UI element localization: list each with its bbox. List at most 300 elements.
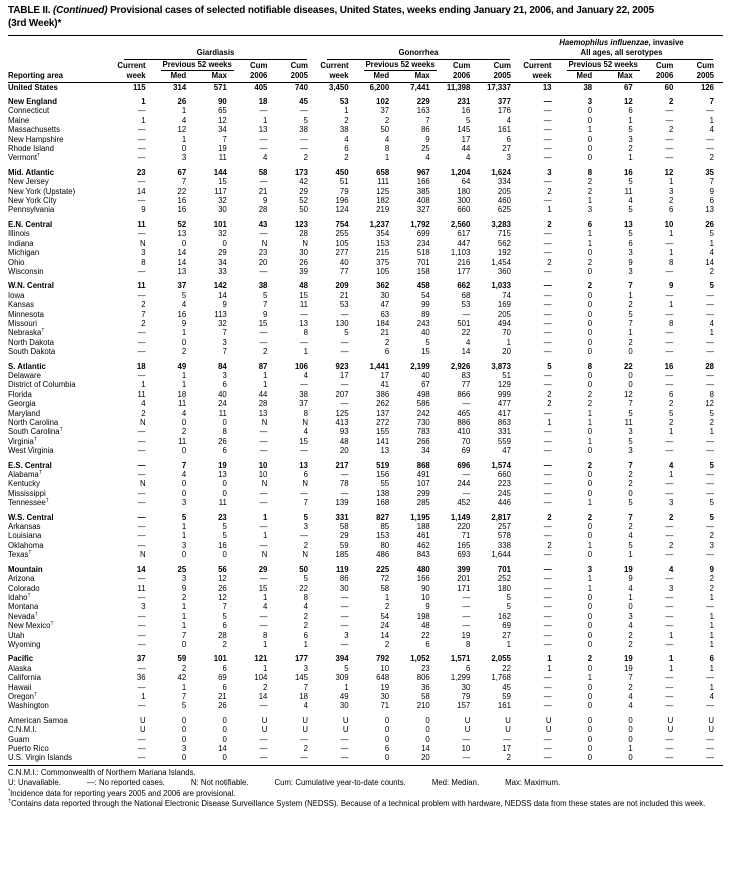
value-cell: — <box>543 408 552 418</box>
reporting-area-cell: Nebraska† <box>8 328 45 338</box>
value-cell: 18 <box>136 361 146 371</box>
value-cell: 22 <box>299 583 308 593</box>
value-cell: 185 <box>335 550 349 560</box>
value-cell: 12 <box>177 125 187 135</box>
value-cell: 3 <box>222 337 227 347</box>
value-cell: 4 <box>709 691 714 701</box>
value-cell: — <box>340 611 349 621</box>
table-row <box>8 229 723 238</box>
value-cell: 155 <box>376 427 390 437</box>
value-cell: — <box>137 531 146 541</box>
reporting-area-cell: Indiana <box>8 238 34 248</box>
value-cell: 1 <box>547 663 552 673</box>
dagger-marker: † <box>59 427 63 433</box>
value-cell: 0 <box>587 663 593 673</box>
value-cell: 0 <box>181 734 187 744</box>
value-cell: 462 <box>416 540 430 550</box>
reporting-area-cell: Idaho† <box>8 592 31 602</box>
reporting-area-cell: New Mexico† <box>8 621 54 631</box>
header-gonorrhea-spacer <box>317 38 520 48</box>
value-cell: 0 <box>587 488 593 498</box>
value-cell: 3 <box>181 498 187 508</box>
value-cell: — <box>137 753 146 763</box>
value-cell: 2 <box>303 611 308 621</box>
value-cell: 0 <box>587 380 593 390</box>
value-cell: 0 <box>628 734 633 744</box>
value-cell: 54 <box>380 611 390 621</box>
value-cell: — <box>543 550 552 560</box>
value-cell: — <box>137 144 146 154</box>
value-cell: — <box>300 380 308 390</box>
value-cell: 1 <box>709 630 714 640</box>
value-cell: 2,055 <box>491 654 511 664</box>
reporting-area-cell: New Jersey <box>8 177 49 187</box>
value-cell: 8 <box>222 427 227 437</box>
reporting-area-cell: Montana <box>8 602 39 612</box>
reporting-area-cell: C.N.M.I. <box>8 725 37 735</box>
value-cell: 35 <box>705 167 714 177</box>
value-cell: 23 <box>421 663 430 673</box>
value-cell: 38 <box>258 281 268 291</box>
value-cell: — <box>137 153 146 163</box>
value-cell: 0 <box>587 479 593 489</box>
value-cell: 9 <box>425 134 430 144</box>
table-row <box>8 205 723 214</box>
value-cell: 999 <box>497 389 511 399</box>
value-cell: 338 <box>497 540 511 550</box>
header-hflu-line1 <box>520 38 723 48</box>
value-cell: — <box>462 592 471 602</box>
value-cell: 105 <box>376 266 390 276</box>
value-cell: — <box>665 621 674 631</box>
value-cell: 3 <box>181 574 187 584</box>
value-cell: 863 <box>497 418 511 427</box>
value-cell: — <box>665 691 674 701</box>
col-prev52-g2: Previous 52 weeks <box>365 59 435 69</box>
value-cell: 161 <box>497 125 511 135</box>
value-cell: 7 <box>263 300 268 310</box>
dagger-marker: † <box>50 621 54 627</box>
table-row <box>8 574 723 583</box>
value-cell: 4 <box>263 153 268 163</box>
value-cell: 0 <box>425 715 430 725</box>
value-cell: 272 <box>376 418 390 427</box>
value-cell: 205 <box>497 309 511 319</box>
value-cell: 2 <box>668 196 674 206</box>
value-cell: 491 <box>416 470 430 480</box>
value-cell: — <box>137 328 146 338</box>
reporting-area-cell: Georgia <box>8 399 36 409</box>
value-cell: 1 <box>263 531 268 541</box>
value-cell: 4 <box>181 115 187 125</box>
value-cell: 1 <box>181 531 187 541</box>
value-cell: 4 <box>344 134 349 144</box>
table-row <box>8 168 723 177</box>
value-cell: 4 <box>384 134 390 144</box>
reporting-area-cell: U.S. Virgin Islands <box>8 753 72 763</box>
value-cell: — <box>259 144 268 154</box>
value-cell: 12 <box>705 399 714 409</box>
value-cell: — <box>340 380 349 390</box>
value-cell: 12 <box>218 574 227 584</box>
value-cell: — <box>137 701 146 711</box>
value-cell: — <box>543 290 552 300</box>
value-cell: — <box>503 734 511 744</box>
value-cell: — <box>543 281 552 291</box>
value-cell: 5 <box>425 337 430 347</box>
value-cell: 161 <box>497 701 511 711</box>
legend-not-notifiable: N: Not notifiable. <box>190 778 249 788</box>
value-cell: 21 <box>339 290 349 300</box>
reporting-area-cell: E.S. Central <box>8 460 52 470</box>
footnote-legend <box>8 778 723 788</box>
table-row <box>8 612 723 621</box>
reporting-area-cell: North Dakota <box>8 337 54 347</box>
value-cell: 219 <box>376 205 390 215</box>
value-cell: 0 <box>587 550 593 560</box>
value-cell: 465 <box>457 408 471 418</box>
value-cell: — <box>665 144 674 154</box>
dagger-marker: † <box>38 470 42 476</box>
value-cell: 2 <box>628 639 633 649</box>
value-cell: 86 <box>339 574 349 584</box>
value-cell: 447 <box>457 238 471 248</box>
star-symbol: * <box>8 788 11 795</box>
table-row <box>8 338 723 347</box>
value-cell: 7 <box>628 318 633 328</box>
value-cell: — <box>665 309 674 319</box>
table-row <box>8 584 723 593</box>
reporting-area-cell: District of Columbia <box>8 380 76 390</box>
reporting-area-cell: W.N. Central <box>8 281 54 291</box>
value-cell: — <box>543 682 552 692</box>
value-cell: 1 <box>547 205 552 215</box>
value-cell: 2 <box>141 300 146 310</box>
value-cell: 3 <box>628 611 633 621</box>
value-cell: 8 <box>709 389 714 399</box>
value-cell: 2 <box>181 347 187 357</box>
dagger-marker: † <box>45 498 49 504</box>
reporting-area-cell: Wyoming <box>8 639 41 649</box>
value-cell: 1 <box>587 196 593 206</box>
value-cell: 9 <box>628 257 633 267</box>
value-cell: — <box>706 734 714 744</box>
value-cell: 50 <box>299 564 308 574</box>
value-cell: — <box>543 266 552 276</box>
value-cell: 4 <box>303 701 308 711</box>
value-cell: 1 <box>628 592 633 602</box>
value-cell: — <box>543 744 552 753</box>
value-cell: 1 <box>709 639 714 649</box>
value-cell: 6 <box>384 744 390 753</box>
value-cell: 571 <box>213 82 227 92</box>
table-row <box>8 498 723 507</box>
value-cell: 314 <box>173 82 187 92</box>
value-cell: 0 <box>587 309 593 319</box>
value-cell: 1,454 <box>491 257 511 267</box>
value-cell: 48 <box>421 621 430 631</box>
table-row <box>8 701 723 710</box>
value-cell: 693 <box>457 550 471 560</box>
value-cell: — <box>543 446 552 456</box>
value-cell: 2 <box>628 144 633 154</box>
value-cell: 1 <box>181 370 187 380</box>
value-cell: 101 <box>213 219 227 229</box>
value-cell: 28 <box>218 630 227 640</box>
value-cell: 9 <box>181 583 187 593</box>
value-cell: 14 <box>421 744 430 753</box>
value-cell: 40 <box>421 370 430 380</box>
value-cell: 0 <box>587 370 593 380</box>
value-cell: 11 <box>137 281 146 291</box>
value-cell: 0 <box>628 753 633 763</box>
value-cell: 4 <box>709 318 714 328</box>
value-cell: 15 <box>421 347 430 357</box>
value-cell: 13 <box>299 318 308 328</box>
value-cell: 8 <box>263 630 268 640</box>
value-cell: 0 <box>181 550 187 560</box>
value-cell: 19 <box>461 630 471 640</box>
value-cell: 7,441 <box>410 82 430 92</box>
value-cell: 740 <box>294 82 308 92</box>
value-cell: 9 <box>141 205 146 215</box>
value-cell: 1 <box>668 229 674 239</box>
value-cell: — <box>137 574 146 584</box>
dagger-marker: † <box>27 592 31 599</box>
value-cell: 0 <box>628 380 633 390</box>
table-row <box>8 319 723 328</box>
value-cell: 257 <box>497 522 511 532</box>
value-cell: 394 <box>335 654 349 664</box>
reporting-area-cell: W.S. Central <box>8 512 54 522</box>
value-cell: 7 <box>222 602 227 612</box>
value-cell: — <box>259 337 268 347</box>
footnote-star <box>8 789 723 799</box>
value-cell: — <box>665 592 674 602</box>
value-cell: 518 <box>416 248 430 258</box>
value-cell: — <box>462 399 471 409</box>
value-cell: — <box>340 399 349 409</box>
value-cell: N <box>302 550 308 560</box>
value-cell: 102 <box>376 97 390 106</box>
legend-no-cases: —: No reported cases. <box>86 778 165 788</box>
value-cell: 80 <box>380 540 390 550</box>
value-cell: — <box>706 300 714 310</box>
value-cell: 1,149 <box>450 512 471 522</box>
value-cell: 1 <box>344 106 349 116</box>
value-cell: 413 <box>335 418 349 427</box>
value-cell: 5 <box>628 125 633 135</box>
value-cell: — <box>340 753 349 763</box>
value-cell: U <box>464 715 471 725</box>
value-cell: 5 <box>506 592 511 602</box>
value-cell: 162 <box>497 611 511 621</box>
value-cell: — <box>340 621 349 631</box>
value-cell: 30 <box>461 682 471 692</box>
value-cell: — <box>706 134 714 144</box>
value-cell: — <box>543 427 552 437</box>
value-cell: — <box>259 177 268 187</box>
value-cell: 1 <box>709 115 714 125</box>
reporting-area-cell: Texas† <box>8 550 32 560</box>
value-cell: 0 <box>628 602 633 612</box>
value-cell: N <box>139 418 146 427</box>
value-cell: 153 <box>376 238 390 248</box>
col-2005-g1: 2005 <box>276 71 317 83</box>
value-cell: 209 <box>335 281 349 291</box>
value-cell: 34 <box>218 125 227 135</box>
value-cell: 1 <box>181 328 187 338</box>
value-cell: 4 <box>628 621 633 631</box>
table-row <box>8 565 723 574</box>
value-cell: 16 <box>177 309 187 319</box>
value-cell: 15 <box>258 318 268 328</box>
value-cell: 2 <box>547 186 552 196</box>
value-cell: 3,283 <box>491 219 511 229</box>
value-cell: 1 <box>181 380 187 390</box>
table-row <box>8 144 723 153</box>
value-cell: 477 <box>497 399 511 409</box>
reporting-area-cell: Wisconsin <box>8 266 44 276</box>
value-cell: — <box>706 446 714 456</box>
value-cell: 173 <box>294 167 308 177</box>
value-cell: 4 <box>466 153 471 163</box>
value-cell: 244 <box>457 479 471 489</box>
value-cell: — <box>706 144 714 154</box>
table-row <box>8 513 723 522</box>
value-cell: 0 <box>181 238 187 248</box>
value-cell: 17 <box>502 744 511 753</box>
value-cell: 3 <box>587 564 593 574</box>
table-row <box>8 371 723 380</box>
table-row <box>8 683 723 692</box>
value-cell: 3 <box>587 205 593 215</box>
value-cell: 0 <box>587 602 593 612</box>
value-cell: 1 <box>506 639 511 649</box>
value-cell: — <box>259 701 268 711</box>
value-cell: 4 <box>668 460 674 470</box>
value-cell: 696 <box>457 460 471 470</box>
value-cell: — <box>137 290 146 300</box>
table-row <box>8 735 723 744</box>
value-cell: 309 <box>335 673 349 683</box>
value-cell: 2,199 <box>410 361 430 371</box>
value-cell: — <box>706 380 714 390</box>
value-cell: 461 <box>416 531 430 541</box>
value-cell: 26 <box>177 97 187 106</box>
value-cell: 15 <box>299 436 308 446</box>
value-cell: 19 <box>624 564 633 574</box>
reporting-area-cell: Arizona <box>8 574 35 584</box>
value-cell: 10 <box>461 744 471 753</box>
table-row <box>8 97 723 106</box>
table-row <box>8 664 723 673</box>
value-cell: 2 <box>587 177 593 187</box>
col-max-g1: Max <box>195 71 236 83</box>
value-cell: 2 <box>384 337 390 347</box>
value-cell: 1 <box>263 512 268 522</box>
value-cell: — <box>462 488 471 498</box>
value-cell: 3 <box>181 744 187 753</box>
value-cell: U <box>342 725 349 735</box>
value-cell: 1 <box>628 328 633 338</box>
table-row <box>8 418 723 427</box>
value-cell: 23 <box>136 167 146 177</box>
value-cell: 4 <box>303 427 308 437</box>
value-cell: 2 <box>709 583 714 593</box>
value-cell: 2 <box>709 266 714 276</box>
value-cell: — <box>137 337 146 347</box>
value-cell: 8 <box>384 144 390 154</box>
reporting-area-cell: Guam <box>8 734 30 744</box>
value-cell: 37 <box>380 106 390 116</box>
value-cell: 1 <box>587 673 593 683</box>
value-cell: 65 <box>218 106 227 116</box>
value-cell: 0 <box>628 715 633 725</box>
value-cell: — <box>706 337 714 347</box>
value-cell: 1,033 <box>491 281 511 291</box>
value-cell: 408 <box>416 196 430 206</box>
value-cell: 0 <box>384 725 390 735</box>
value-cell: 0 <box>587 744 593 753</box>
value-cell: 0 <box>181 725 187 735</box>
value-cell: 331 <box>497 427 511 437</box>
value-cell: — <box>300 309 308 319</box>
reporting-area-cell: Mid. Atlantic <box>8 167 55 177</box>
value-cell: 2 <box>344 153 349 163</box>
reporting-area-cell: Kansas <box>8 300 35 310</box>
value-cell: 3 <box>141 602 146 612</box>
reporting-area-cell: Vermont† <box>8 153 41 163</box>
value-cell: 10 <box>421 592 430 602</box>
value-cell: 5 <box>222 522 227 532</box>
value-cell: 104 <box>254 673 268 683</box>
value-cell: 14 <box>177 257 187 267</box>
value-cell: 58 <box>421 691 430 701</box>
reporting-area-cell: New York City <box>8 196 57 206</box>
value-cell: 0 <box>222 715 227 725</box>
value-cell: 0 <box>628 725 633 735</box>
value-cell: 54 <box>421 290 430 300</box>
value-cell: 4 <box>141 399 146 409</box>
table-row <box>8 196 723 205</box>
value-cell: 7 <box>628 399 633 409</box>
value-cell: 11 <box>218 498 227 508</box>
header-giardiasis-spacer <box>114 38 317 48</box>
value-cell: 3,873 <box>491 361 511 371</box>
col-cum-g2a: Cum <box>453 60 471 70</box>
col-week-g1: week <box>114 71 155 83</box>
value-cell: 1 <box>547 654 552 664</box>
value-cell: 153 <box>376 531 390 541</box>
value-cell: 4 <box>628 691 633 701</box>
value-cell: 69 <box>461 446 471 456</box>
value-cell: N <box>139 238 146 248</box>
value-cell: 2,926 <box>450 361 471 371</box>
value-cell: 5 <box>709 408 714 418</box>
value-cell: 5 <box>181 701 187 711</box>
value-cell: — <box>543 630 552 640</box>
value-cell: 182 <box>376 196 390 206</box>
value-cell: 3 <box>506 153 511 163</box>
value-cell: 10 <box>664 219 674 229</box>
header-spacer <box>8 38 114 48</box>
value-cell: 22 <box>461 328 471 338</box>
value-cell: 2 <box>506 753 511 763</box>
value-cell: 3 <box>181 153 187 163</box>
value-cell: 6 <box>466 663 471 673</box>
value-cell: 7 <box>141 309 146 319</box>
